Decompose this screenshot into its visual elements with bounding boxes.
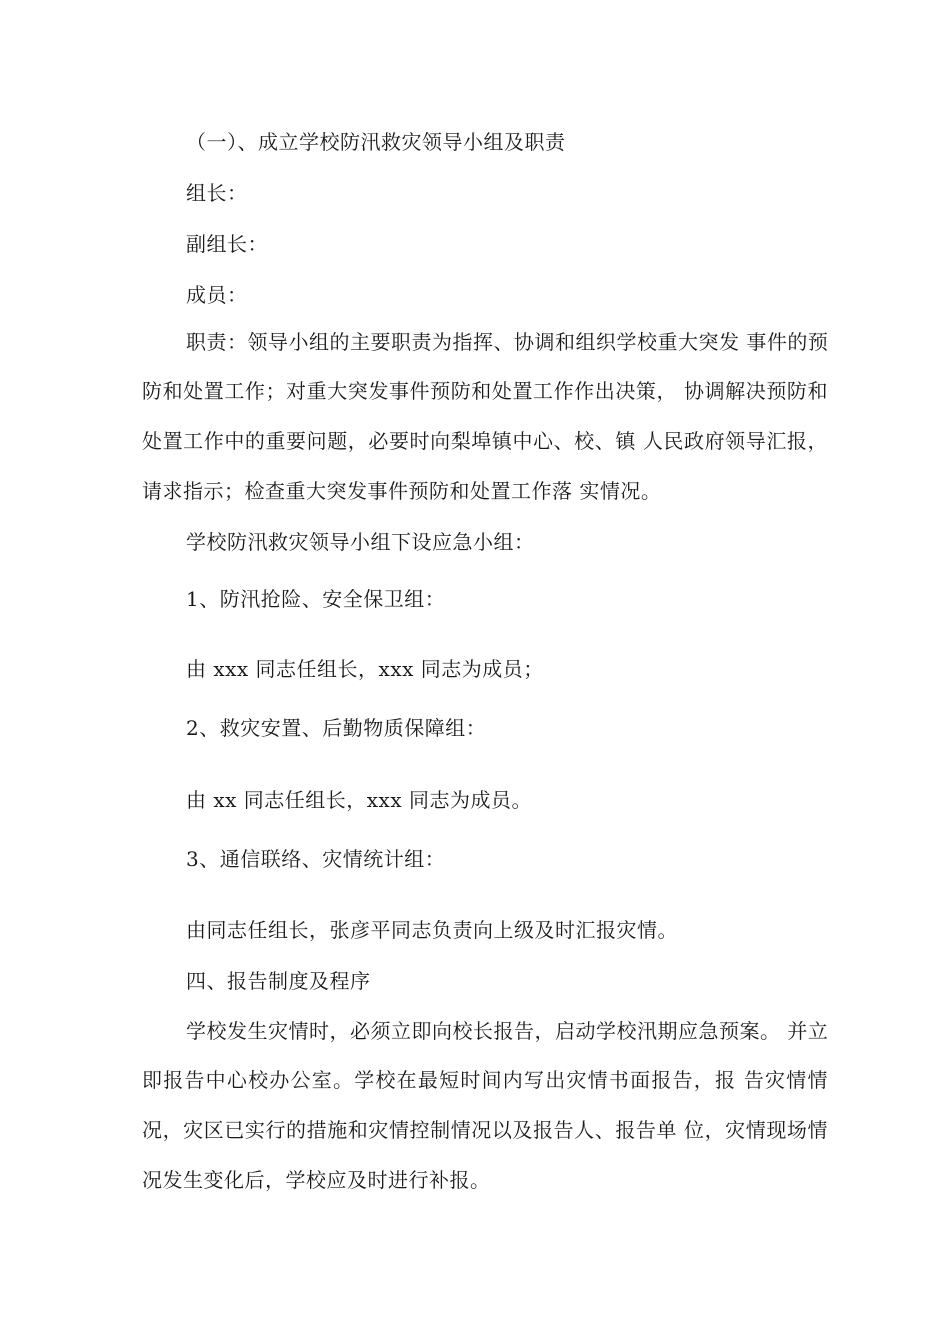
- group2-description: 由 xx 同志任组长，xxx 同志为成员。: [186, 788, 532, 812]
- duties-line-1: 职责：领导小组的主要职责为指挥、协调和组织学校重大突发 事件的预: [186, 330, 829, 354]
- section-title: （一）、成立学校防汛救灾领导小组及职责: [186, 130, 566, 154]
- subgroups-intro: 学校防汛救灾领导小组下设应急小组：: [186, 530, 535, 554]
- deputy-leader-label: 副组长：: [186, 232, 268, 256]
- group3-description: 由同志任组长，张彦平同志负责向上级及时汇报灾情。: [186, 918, 678, 942]
- group3-title: 3、通信联络、灾情统计组：: [186, 847, 446, 871]
- report-line-1: 学校发生灾情时，必须立即向校长报告，启动学校汛期应急预案。 并立: [186, 1019, 829, 1043]
- report-line-3: 况，灾区已实行的措施和灾情控制情况以及报告人、报告单 位，灾情现场情: [142, 1118, 828, 1142]
- duties-line-4: 请求指示；检查重大突发事件预防和处置工作落 实情况。: [142, 479, 662, 503]
- leader-label: 组长：: [186, 181, 248, 205]
- section4-title: 四、报告制度及程序: [186, 969, 371, 993]
- report-line-4: 况发生变化后，学校应及时进行补报。: [142, 1168, 491, 1192]
- report-line-2: 即报告中心校办公室。学校在最短时间内写出灾情书面报告，报 告灾情情: [142, 1068, 828, 1092]
- duties-line-3: 处置工作中的重要问题，必要时向梨埠镇中心、校、镇 人民政府领导汇报，: [142, 429, 828, 453]
- group2-title: 2、救灾安置、后勤物质保障组：: [186, 716, 487, 740]
- members-label: 成员：: [186, 283, 248, 307]
- group1-title: 1、防汛抢险、安全保卫组：: [186, 587, 446, 611]
- group1-description: 由 xxx 同志任组长，xxx 同志为成员；: [186, 657, 544, 681]
- duties-line-2: 防和处置工作；对重大突发事件预防和处置工作作出决策， 协调解决预防和: [142, 379, 828, 403]
